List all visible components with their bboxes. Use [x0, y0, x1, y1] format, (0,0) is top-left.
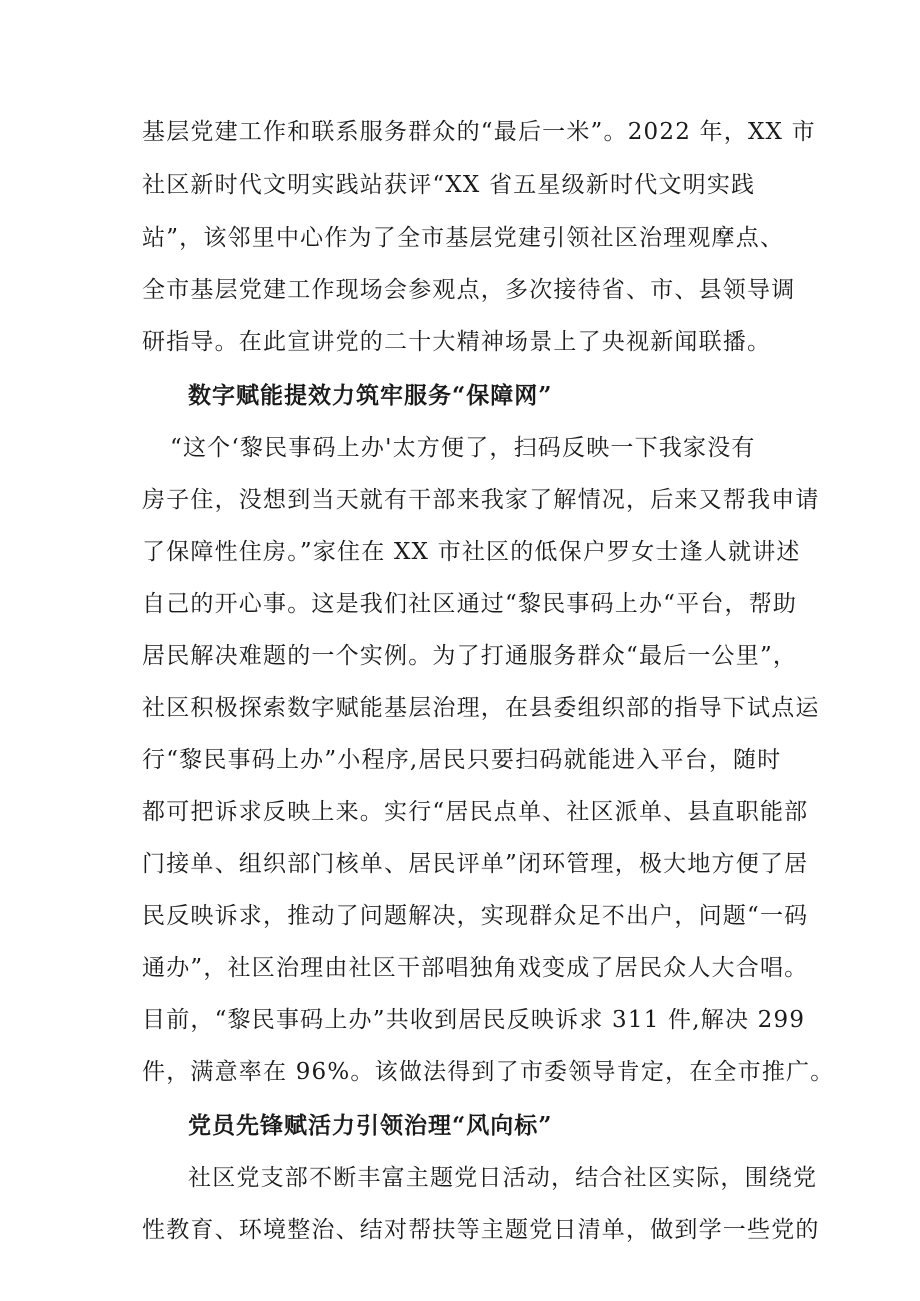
paragraph-line: 都可把诉求反映上来。实行“居民点单、社区派单、县直职能部: [142, 799, 809, 825]
paragraph-line: 房子住，没想到当天就有干部来我家了解情况，后来又帮我申请: [142, 487, 820, 513]
paragraph-line: 行“黎民事码上办”小程序,居民只要扫码就能进入平台，随时: [142, 747, 782, 773]
section-heading-digital: 数字赋能提效力筑牢服务“保障网”: [188, 382, 553, 409]
paragraph-line: “这个‘黎民事码上办'太方便了，扫码反映一下我家没有: [170, 435, 756, 461]
paragraph-line: 民反映诉求，推动了问题解决，实现群众足不出户，问题“一码: [142, 903, 809, 929]
paragraph-line: 了保障性住房。”家住在 XX 市社区的低保户罗女士逢人就讲述: [142, 539, 801, 565]
paragraph-line: 社区新时代文明实践站获评“XX 省五星级新时代文明实践: [142, 172, 756, 198]
section-heading-party-members: 党员先锋赋活力引领治理“风向标”: [188, 1112, 553, 1139]
paragraph-line: 性教育、环境整治、结对帮扶等主题党日清单，做到学一些党的: [142, 1217, 820, 1243]
paragraph-line: 门接单、组织部门核单、居民评单”闭环管理，极大地方便了居: [142, 851, 809, 877]
paragraph-line: 件，满意率在 96%。该做法得到了市委领导肯定，在全市推广。: [142, 1059, 835, 1085]
paragraph-line: 基层党建工作和联系服务群众的“最后一米”。2022 年，XX 市: [142, 119, 816, 145]
paragraph-line: 全市基层党建工作现场会参观点，多次接待省、市、县领导调: [142, 277, 796, 303]
paragraph-line: 研指导。在此宣讲党的二十大精神场景上了央视新闻联播。: [142, 329, 772, 355]
paragraph-line: 社区积极探索数字赋能基层治理，在县委组织部的指导下试点运: [142, 695, 820, 721]
paragraph-line: 社区党支部不断丰富主题党日活动，结合社区实际，围绕党: [188, 1165, 818, 1191]
paragraph-line: 通办”，社区治理由社区干部唱独角戏变成了居民众人大合唱。: [142, 955, 809, 981]
paragraph-line: 居民解决难题的一个实例。为了打通服务群众“最后一公里”，: [142, 643, 798, 669]
paragraph-line: 站”，该邻里中心作为了全市基层党建引领社区治理观摩点、: [142, 225, 785, 251]
paragraph-line: 目前，“黎民事码上办”共收到居民反映诉求 311 件,解决 299: [142, 1007, 806, 1033]
paragraph-line: 自己的开心事。这是我们社区通过“黎民事码上办“平台，帮助: [142, 591, 798, 617]
